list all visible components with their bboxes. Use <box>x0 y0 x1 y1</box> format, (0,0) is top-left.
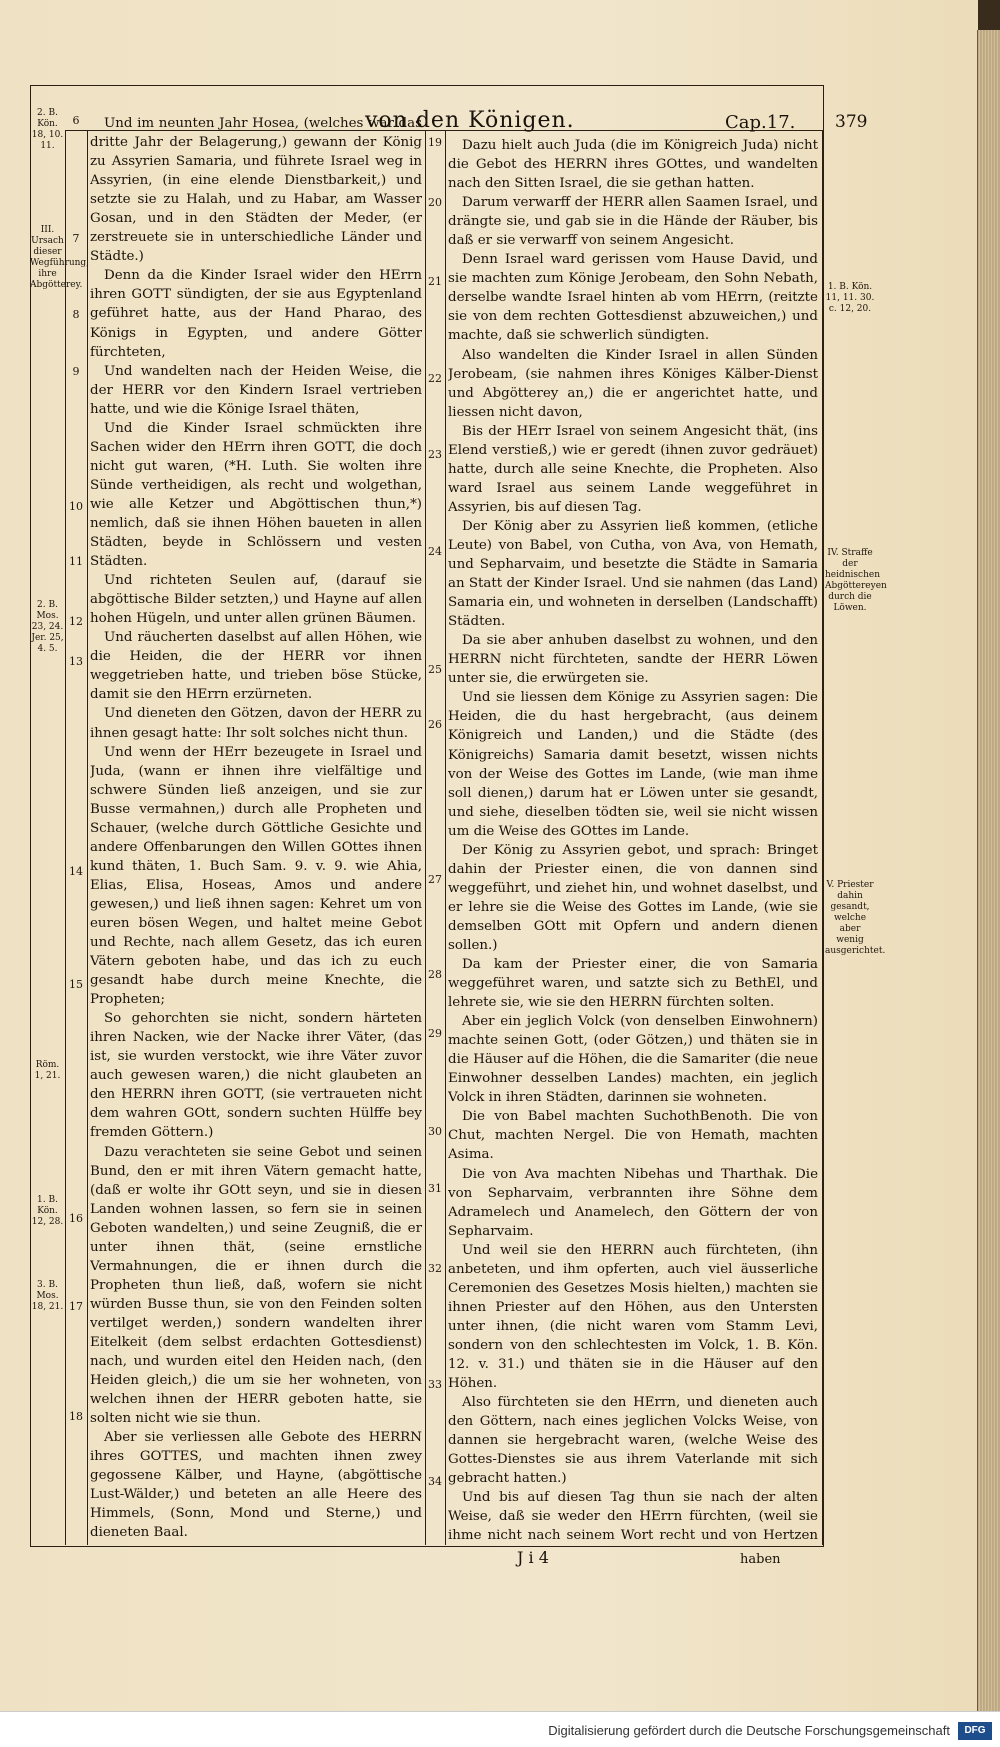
margin-note: 1. B. Kön. 12, 28. <box>31 1195 64 1227</box>
verse-number: 20 <box>428 196 442 209</box>
verse-text: Aber sie verliessen alle Gebote des HERRN ihres GOTTES, und machten ihnen zwey gegossene Kälber, und Hayne, (abgöttische Lust-Wälder,) und beteten an alle Heere des Himmels, (Sonn, Mond und Sterne,) und dieneten Baal. <box>90 1430 422 1541</box>
verse-number: 28 <box>428 968 442 981</box>
verse-number: 8 <box>72 308 80 321</box>
verse-text: Und richteten Seulen auf, (darauf sie abgöttische Bilder setzten,) und Hayne auf allen hohen Hügeln, und unter allen grünen Bäumen. <box>90 573 422 627</box>
verse-text: Und dieneten den Götzen, davon der HERR zu ihnen gesagt hatte: Ihr solt solches nicht thun. <box>90 706 422 741</box>
center-divider-right <box>445 130 446 1545</box>
digitization-footer <box>0 1711 1000 1747</box>
right-text-column <box>448 136 818 1542</box>
verse-text: Da kam der Priester einer, die von Samaria weggeführet waren, und satzte sich zu BethEl, und lehrete sie, wie sie den HERRN fürchten solten. <box>448 957 818 1011</box>
verse-number: 25 <box>428 663 442 676</box>
verse-number: 18 <box>69 1410 83 1423</box>
verse-text: Und die Kinder Israel schmückten ihre Sachen wider den HErrn ihren GOTT, die doch nicht gut waren, (*H. Luth. Sie wolten ihre Sünde vertheidigen, als recht und wolgethan, wie alle Ketzer und Abgöttischen thun,*) nemlich, daß sie ihnen Höhen baueten in allen Städten, beyde in Schlössern und vesten Städten. <box>90 420 422 570</box>
verse-text: Bis der HErr Israel von seinem Angesicht thät, (ins Elend verstieß,) wie er geredt (ihnen zuvor gedräuet) hatte, durch alle seine Knechte, die Propheten. Also ward Israel aus seinem Lande weggeführet in Assyrien, bis auf diesen Tag. <box>448 423 818 515</box>
verse-text: Und wenn der HErr bezeugete in Israel und Juda, (wann er ihnen ihre vielfältige und schwere Sünden ließ anzeigen, und sie zur Busse vermahnen,) durch alle Propheten und Schauer, (welche durch Göttliche Gesichte und andere Offenbarungen den Willen GOttes ihnen kund thäten, 1. Buch Sam. 9. v. 9. wie Ahia, Elias, Elisa, Hoseas, Amos und andere gewesen,) und ließ ihnen sagen: Kehret um von euren bösen Wegen, und haltet meine Gebot und Rechte, nach allem Gesetz, das ich euren Vätern geboten habe, und das ich zu euch gesandt habe durch meine Knechte, die Propheten; <box>90 744 422 1008</box>
right-margin-divider <box>822 130 823 1545</box>
verse-text: Denn da die Kinder Israel wider den HErrn ihren GOTT sündigten, der sie aus Egyptenland geführet hatte, aus der Hand Pharao, des Königs in Egypten, und andere Götter fürchteten, <box>90 268 422 360</box>
verse-text: Dazu verachteten sie seine Gebot und seinen Bund, den er mit ihren Vätern gemacht hatte, (daß er wolte ihr GOtt seyn, und sie in diesen Landen wohnen lassen, so fern sie in seinen Geboten wandelten,) und seine Zeugniß, die er unter ihnen thät, (seine ernstliche Vermahnungen, die er ihnen durch die Propheten thun ließ, daß, wofern sie nicht würden Busse thun, sie von den Feinden solten vertilget werden,) sondern wandelten ihrer Eitelkeit (dem selbst erdachten Gottesdienst) nach, und wurden eitel den Heiden nach, (den Heiden gleich,) die um sie her wohneten, von welchen ihnen der HERR geboten hatte, sie solten nicht wie sie thun. <box>90 1144 422 1427</box>
margin-note: 2. B. Mos. 23, 24. Jer. 25, 4. 5. <box>31 600 64 654</box>
center-divider-left <box>425 130 426 1545</box>
verse-number: 34 <box>428 1475 442 1488</box>
verse-text: Die von Ava machten Nibehas und Tharthak. Die von Sepharvaim, verbrannten ihre Söhne dem Adramelech und Anamelech, den Göttern der von Sepharvaim. <box>448 1166 818 1239</box>
verse-number: 27 <box>428 873 442 886</box>
verse-text: Und wandelten nach der Heiden Weise, die der HERR vor den Kindern Israel vertrieben hatte, und wie die Könige Israel thäten, <box>90 363 422 417</box>
verse-text: Da sie aber anhuben daselbst zu wohnen, und den HERRN nicht fürchteten, sandte der HERR Löwen unter sie, die erwürgeten sie. <box>448 633 818 687</box>
verse-number: 22 <box>428 372 442 385</box>
verse-number: 26 <box>428 718 442 731</box>
verse-text: Darum verwarff der HERR allen Saamen Israel, und drängte sie, und gab sie in die Hände der Räuber, bis daß er sie verwarff von seinem Angesicht. <box>448 195 818 249</box>
signature-mark: J i 4 <box>517 1548 549 1567</box>
margin-note: III. Ursach dieser Wegführung, ihre Abgötterey. <box>30 225 90 290</box>
verse-number: 21 <box>428 275 442 288</box>
left-margin-divider <box>65 130 66 1545</box>
page-number: 379 <box>835 112 868 132</box>
margin-note: Röm. 1, 21. <box>34 1060 61 1081</box>
verse-number: 16 <box>69 1212 83 1225</box>
verse-number: 19 <box>428 136 442 149</box>
verse-number: 31 <box>428 1182 442 1195</box>
margin-note: 1. B. Kön. 11, 11. 30. c. 12, 20. <box>825 282 875 314</box>
digitization-credit: Digitalisierung gefördert durch die Deutsche Forschungsgemeinschaft <box>548 1723 950 1738</box>
verse-number: 13 <box>69 655 83 668</box>
margin-note: 3. B. Mos. 18, 21. <box>31 1280 64 1312</box>
verse-number: 33 <box>428 1378 442 1391</box>
verse-text: Denn Israel ward gerissen vom Hause David, und sie machten zum Könige Jerobeam, den Sohn Nebath, derselbe wandte Israel hinten ab vom HErrn, (reitzte sie von dem rechten Gottesdienst abzuweichen,) und machte, daß sie schwerlich sündigten. <box>448 252 818 344</box>
verse-text: Die von Babel machten SuchothBenoth. Die von Chut, machten Nergel. Die von Hemath, machten Asima. <box>448 1109 818 1163</box>
verse-text: Und sie liessen dem Könige zu Assyrien sagen: Die Heiden, die du hast hergebracht, (aus deinem Königreich und Landen,) und die Städte (des Königreichs) Samaria damit besetzt, wissen nichts von der Weise des Gottes im Lande, (wie man ihme soll dienen,) darum hat er Löwen unter sie gesandt, und siehe, dieselben tödten sie, weil sie nicht wissen um die Weise des GOttes im Lande. <box>448 690 818 839</box>
margin-note: 2. B. Kön. 18, 10. 11. <box>31 108 64 151</box>
verse-text: Also fürchteten sie den HErrn, und dieneten auch den Göttern, nach eines jeglichen Volcks Weise, von dannen sie hergebracht waren, (welche Weise des Gottes-Dienstes sie aus ihrem Vaterlande mit sich gebracht hatten.) <box>448 1395 818 1487</box>
verse-text: Also wandelten die Kinder Israel in allen Sünden Jerobeam, (sie nahmen ihres Königes Kälber-Dienst und Abgötterey an,) die er angerichtet hatte, und liessen nicht davon, <box>448 347 818 420</box>
catchword: haben <box>740 1552 781 1567</box>
chapter-label: Cap.17. <box>725 112 796 133</box>
verse-text: Der König aber zu Assyrien ließ kommen, (etliche Leute) von Babel, von Cutha, von Ava, von Hemath, und Sepharvaim, und besetzte die Städte in Samaria an Statt der Kinder Israel. Und sie nahmen (das Land) Samaria ein, und wohneten in derselben (Landschafft) Städten. <box>448 518 818 630</box>
verse-number: 9 <box>72 365 80 378</box>
verse-number: 17 <box>69 1300 83 1313</box>
margin-note: V. Priester dahin gesandt, welche aber wenig ausgerichtet. <box>825 880 886 956</box>
verse-number: 7 <box>72 232 80 245</box>
verse-text: Dazu hielt auch Juda (die im Königreich Juda) nicht die Gebot des HERRN ihres GOttes, und wandelten nach den Sitten Israel, die sie gethan hatten. <box>448 138 818 192</box>
dfg-logo-icon: DFG <box>958 1722 992 1740</box>
verse-number: 32 <box>428 1262 442 1275</box>
verse-number: 6 <box>72 114 80 127</box>
verse-number: 23 <box>428 448 442 461</box>
verse-text: Der König zu Assyrien gebot, und sprach: Bringet dahin der Priester einen, die von dannen sind weggeführt, und ziehet hin, und wohnet daselbst, und er lehre sie die Weise des Gottes im Lande, (wie sie demselben GOtt mit Opfern und andern dienen sollen.) <box>448 842 818 953</box>
verse-text: Aber ein jeglich Volck (von denselben Einwohnern) machte seinen Gott, (oder Götzen,) und thäten sie in die Häuser auf die Höhen, die die Samariter (die neue Einwohner desselben Landes) machten, ein jeglich Volck in ihren Städten, darinnen sie wohneten. <box>448 1014 818 1106</box>
running-head: von den Königen. <box>365 108 575 133</box>
left-verse-divider <box>87 130 88 1545</box>
verse-number: 11 <box>69 555 83 568</box>
verse-text: Und weil sie den HERRN auch fürchteten, (ihn anbeteten, und ihm opferten, auch viel äusserliche Ceremonien des Gesetzes Mosis hielten,) machten sie ihnen Priester auf den Höhen, aus den Untersten unter ihnen, (die nicht waren vom Stamm Levi, sondern von den schlechtesten im Volck, 1. B. Kön. 12. v. 31.) und thäten sie in die Häuser auf den Höhen. <box>448 1242 818 1392</box>
verse-number: 15 <box>69 978 83 991</box>
verse-text: Und im neunten Jahr Hosea, (welches war das dritte Jahr der Belagerung,) gewann der König zu Assyrien Samaria, und führete Israel weg in Assyrien, (in eine elende Dienstbarkeit,) und setzte sie zu Halah, und zu Habar, am Wasser Gosan, und in den Städten der Meder, (er zerstreuete sie in unterschiedliche Länder und Städte.) <box>90 116 422 265</box>
verse-number: 10 <box>69 500 83 513</box>
verse-number: 12 <box>69 615 83 628</box>
margin-note: IV. Straffe der heidnischen Abgöttereyen durch die Löwen. <box>825 548 887 613</box>
book-page-edges <box>977 30 1000 1720</box>
verse-number: 14 <box>69 865 83 878</box>
verse-text: Und bis auf diesen Tag thun sie nach der alten Weise, daß sie weder den HErrn fürchten, (weil sie ihme nicht nach seinem Wort recht und von Hertzen <box>448 1490 818 1542</box>
verse-number: 30 <box>428 1125 442 1138</box>
verse-text: Und räucherten daselbst auf allen Höhen, wie die Heiden, die der HERR vor ihnen weggetrieben hatte, und trieben böse Stücke, damit sie den HErrn erzürneten. <box>90 630 422 703</box>
verse-number: 24 <box>428 545 442 558</box>
left-text-column <box>90 114 422 1542</box>
verse-text: So gehorchten sie nicht, sondern härteten ihren Nacken, wie der Nacke ihrer Väter, (das ist, sie wurden verstockt, wie ihre Väter zuvor auch gewesen waren,) die nicht glaubeten an den HERRN ihren GOTT, (sie vertraueten nicht dem wahren GOtt, sondern suchten Hülffe bey fremden Göttern.) <box>90 1011 422 1141</box>
verse-number: 29 <box>428 1027 442 1040</box>
